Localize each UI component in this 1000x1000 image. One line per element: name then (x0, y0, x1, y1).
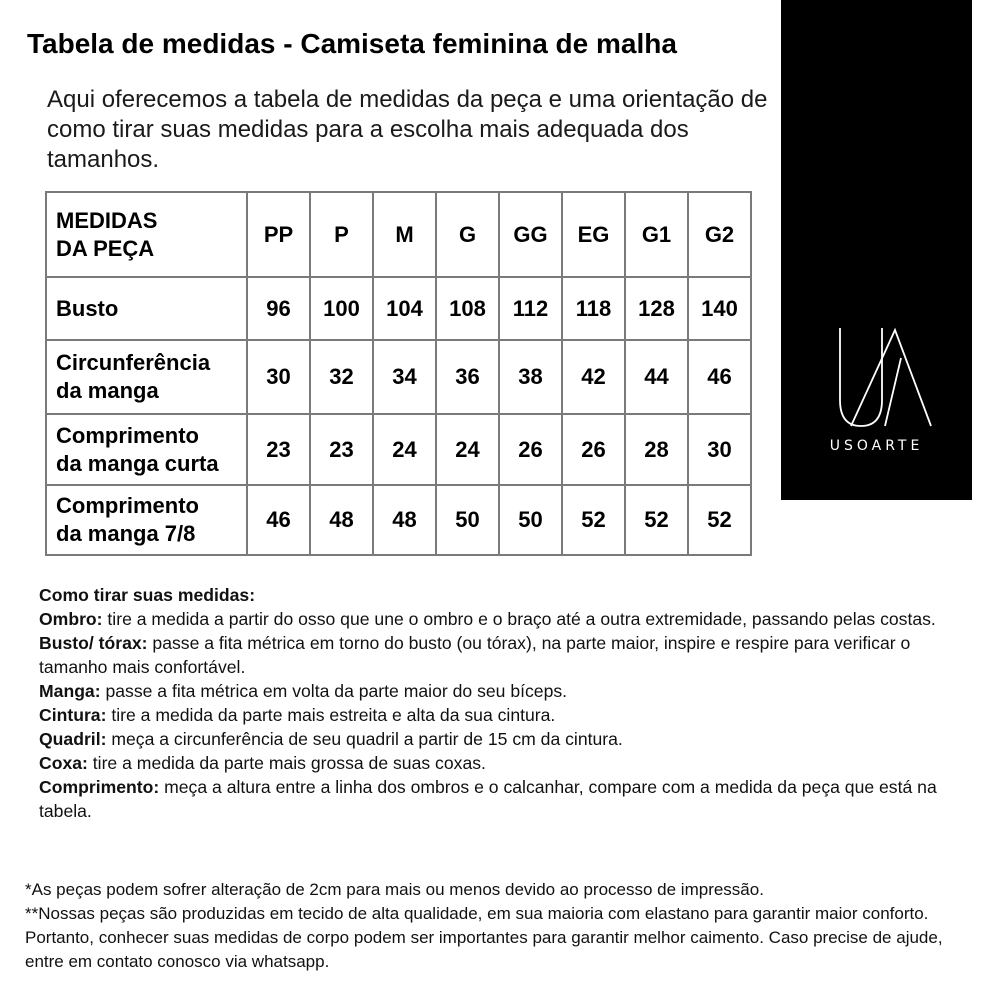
logo-panel (781, 0, 972, 500)
table-cell: 96 (247, 277, 310, 340)
table-cell: 23 (247, 414, 310, 485)
table-cell: 26 (562, 414, 625, 485)
table-cell: 24 (436, 414, 499, 485)
table-cell: 108 (436, 277, 499, 340)
guide-item-cintura: Cintura: tire a medida da parte mais estreita e alta da sua cintura. (39, 705, 556, 725)
row-label: Comprimento da manga 7/8 (46, 485, 247, 555)
table-cell: 104 (373, 277, 436, 340)
intro-text: Aqui oferecemos a tabela de medidas da peça e uma orientação de como tirar suas medidas para a escolha mais adequada dos tamanhos. (47, 86, 768, 173)
table-cell: 52 (625, 485, 688, 555)
table-cell: 36 (436, 340, 499, 414)
logo-wordmark: USOARTE (829, 438, 924, 454)
table-cell: 23 (310, 414, 373, 485)
footnotes (25, 878, 975, 974)
table-cell: 52 (562, 485, 625, 555)
table-cell: 24 (373, 414, 436, 485)
table-row (46, 277, 751, 340)
table-row (46, 414, 751, 485)
guide-item-manga: Manga: passe a fita métrica em volta da parte maior do seu bíceps. (39, 681, 568, 701)
table-cell: 28 (625, 414, 688, 485)
measurement-guide (39, 583, 979, 823)
table-row (46, 485, 751, 555)
table-cell: 44 (625, 340, 688, 414)
table-cell: 32 (310, 340, 373, 414)
size-header: G (436, 192, 499, 277)
size-header: G2 (688, 192, 751, 277)
table-cell: 48 (373, 485, 436, 555)
measure-header: MEDIDAS DA PEÇA (46, 192, 247, 277)
size-header: G1 (625, 192, 688, 277)
table-cell: 140 (688, 277, 751, 340)
table-cell: 100 (310, 277, 373, 340)
size-header: PP (247, 192, 310, 277)
row-label: Circunferência da manga (46, 340, 247, 414)
guide-item-busto: Busto/ tórax: passe a fita métrica em torno do busto (ou tórax), na parte maior, inspire e respire para verificar o tamanho mais confortável. (39, 633, 911, 677)
usoarte-ua-monogram-icon (781, 0, 972, 500)
guide-item-comprimento: Comprimento: meça a altura entre a linha dos ombros e o calcanhar, compare com a medida da peça que está na tabela. (39, 777, 937, 821)
page-title: Tabela de medidas - Camiseta feminina de malha (27, 28, 677, 59)
size-header: GG (499, 192, 562, 277)
table-cell: 46 (688, 340, 751, 414)
table-cell: 128 (625, 277, 688, 340)
footnote: *As peças podem sofrer alteração de 2cm para mais ou menos devido ao processo de impressão. (25, 880, 764, 899)
table-cell: 34 (373, 340, 436, 414)
table-cell: 112 (499, 277, 562, 340)
guide-item-coxa: Coxa: tire a medida da parte mais grossa de suas coxas. (39, 753, 486, 773)
size-header: M (373, 192, 436, 277)
table-cell: 50 (436, 485, 499, 555)
table-cell: 42 (562, 340, 625, 414)
table-cell: 46 (247, 485, 310, 555)
row-label: Busto (46, 277, 247, 340)
table-cell: 52 (688, 485, 751, 555)
table-cell: 26 (499, 414, 562, 485)
guide-item-quadril: Quadril: meça a circunferência de seu quadril a partir de 15 cm da cintura. (39, 729, 623, 749)
table-cell: 48 (310, 485, 373, 555)
size-header: EG (562, 192, 625, 277)
row-label: Comprimento da manga curta (46, 414, 247, 485)
guide-heading: Como tirar suas medidas: (39, 585, 256, 605)
table-row (46, 340, 751, 414)
table-cell: 50 (499, 485, 562, 555)
size-table (45, 191, 752, 556)
size-header: P (310, 192, 373, 277)
table-cell: 38 (499, 340, 562, 414)
guide-item-ombro: Ombro: tire a medida a partir do osso que une o ombro e o braço até a outra extremidade, passando pelas costas. (39, 609, 936, 629)
table-cell: 30 (688, 414, 751, 485)
table-cell: 30 (247, 340, 310, 414)
size-table-header-row (46, 192, 751, 277)
table-cell: 118 (562, 277, 625, 340)
footnote: **Nossas peças são produzidas em tecido de alta qualidade, em sua maioria com elastano para garantir maior conforto. Portanto, conhecer suas medidas de corpo podem ser importantes para garantir melhor caimento. Caso precise de ajude, entre em contato conosco via whatsapp. (25, 904, 943, 971)
